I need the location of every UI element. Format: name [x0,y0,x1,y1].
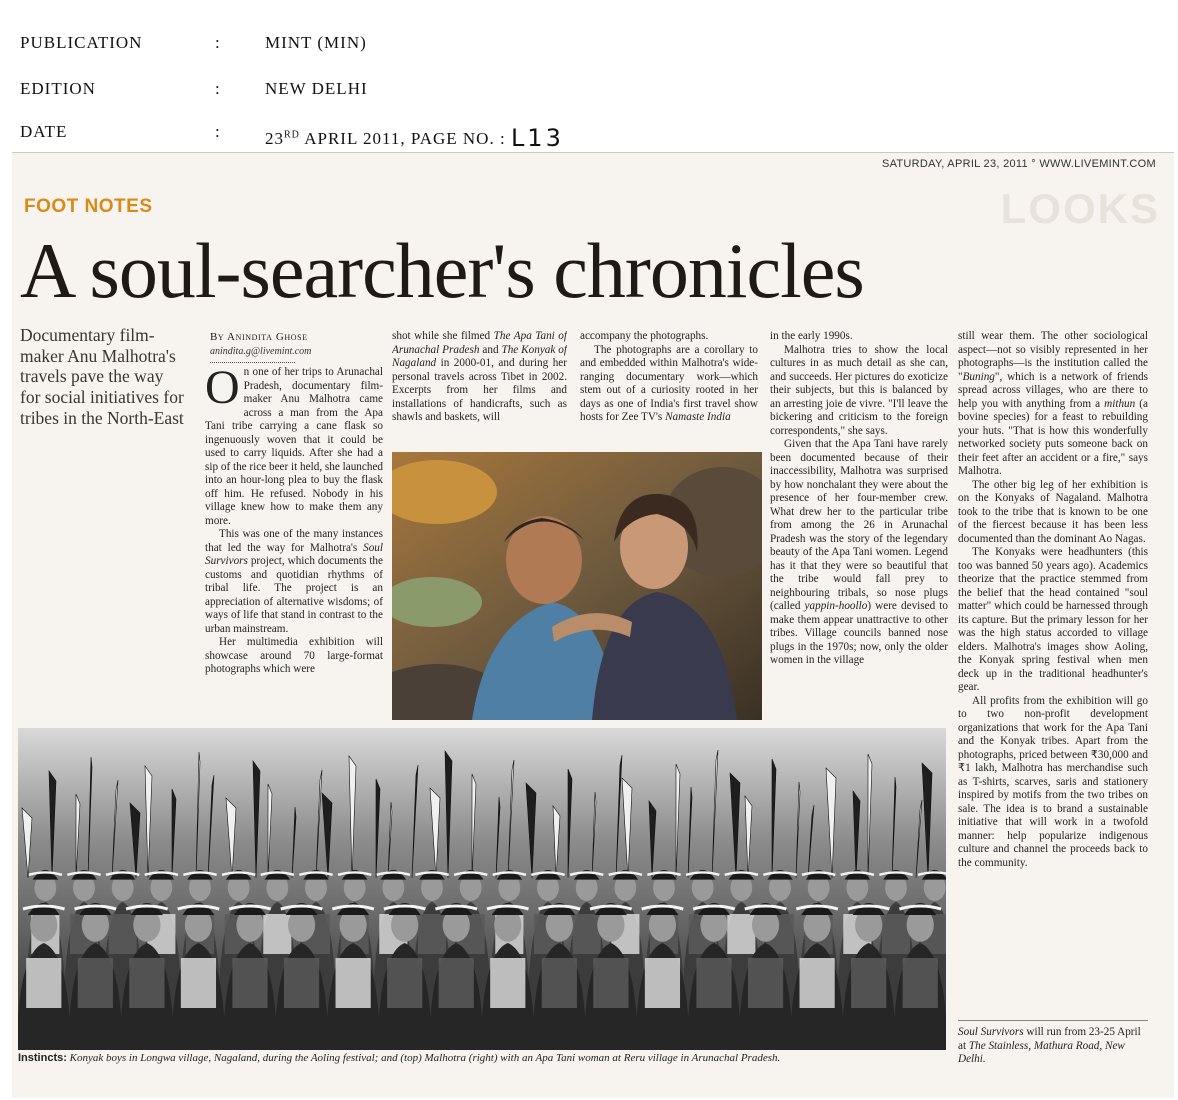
article-column-1 [205,366,383,721]
col5-para-4: All profits from the exhibition will go to two non-profit development organizations that work for the Apa Tani and the Konyak tribes. Apart from the photographs, priced between ₹30,000 and ₹1 lakh, Malhotra has merchandise such as T-shirts, scarves, saris and stationery inspired by motifs from the two tribes on sale. The idea is to brand a sustainable initiative that will work in a twofold manner: help popularize indigenous culture and channel the proceeds back to the community. [958,694,1148,869]
col4-para-2: Malhotra tries to show the local cultures in as much detail as she can, and succeeds. Her pictures do exoticize their subjects, but this is balanced by an arresting joie de vivre. "I'll leave the bickering and criticism to the foreign correspondents," she says. [770,343,948,437]
col1-para-1: n one of her trips to Arunachal Pradesh, documentary film-maker Anu Malhotra came across a man from the Apa Tani tribe carrying a cane flask so ingenuously woven that it could be used to carry liquids. After she had a sip of the rice beer it held, she launched into an hour-long plea to buy the flask off him. He refused. Nobody in his village knew how to make them any more. [205,366,383,527]
headline: A soul-searcher's chronicles [20,227,864,314]
col2-text-2: and [479,343,502,356]
footnote-text: will run from 23-25 April at [958,1026,1141,1052]
photo-konyak-boys [18,728,946,1050]
publication-label: PUBLICATION [20,33,143,52]
edition-value: NEW DELHI [265,79,368,98]
caption-text: Konyak boys in Longwa village, Nagaland, during the Aoling festival; and (top) Malhotra (right) with an Apa Tani woman at Reru village in Arunachal Pradesh. [66,1052,781,1064]
col1-para-2-a: This was one of the many instances that led the way for Malhotra's [205,528,383,554]
article-column-4 [770,330,948,720]
dateline: SATURDAY, APRIL 23, 2011 ° WWW.LIVEMINT.COM [881,158,1156,170]
article-column-2 [392,330,567,448]
section-kicker: FOOT NOTES [24,196,153,217]
standfirst: Documentary film-maker Anu Malhotra's travels pave the way for social initiatives for tribes in the North-East [20,325,184,428]
col5-para-1-a: still wear them. The other sociological aspect—not so visibly represented in her photographs—is the institution called the " [958,330,1148,383]
col4-para-1: in the early 1990s. [770,330,853,342]
photo-caption [18,1052,948,1064]
col3-para-1: accompany the photographs. [580,330,709,342]
date-label: DATE [20,122,68,141]
date-colon: : [215,122,221,141]
publication-value: MINT (MIN) [265,33,367,52]
show-through-heading: LOOKS [1000,185,1160,232]
date-ordinal: RD [284,129,300,141]
col1-para-2-title: Soul Survivors [205,541,383,567]
col2-film-title-1: The Apa Tani of Arunachal Pradesh [392,330,567,356]
caption-label: Instincts: [18,1052,67,1064]
footnote-venue: The Stainless, Mathura Road, New Delhi. [958,1039,1125,1065]
author-email: anindita.g@livemint.com [210,346,312,357]
col5-para-1-c: (a bovine species) for a feast to rebuilding your huts. "That is how this wonderfully networked society puts someone back on their feet after an accident or a fire," says Malhotra. [958,397,1148,477]
col5-term-mithun: mithun [1104,397,1136,410]
photo-malhotra-apa-tani-woman-image [392,452,762,720]
publication-colon: : [215,33,221,52]
col2-film-title-2: The Konyak of Nagaland [392,343,567,369]
photo-malhotra-apa-tani-woman [392,452,762,720]
col1-para-3: Her multimedia exhibition will showcase around 70 large-format photographs which were [205,636,383,675]
edition-label: EDITION [20,79,96,98]
col1-para-2-b: project, which documents the customs and quotidian rhythms of tribal life. The project is an appreciation of alternative wisdoms; of ways of life that stand in contrast to the urban mainstream. [205,555,383,635]
article-column-5 [958,330,1148,1010]
exhibition-footnote [958,1026,1148,1067]
col2-text-1: shot while she filmed [392,330,494,342]
col2-text-3: in 2000-01, and during her personal travels across Tibet in 2002. Excerpts from her films and installations of handicrafts, such as shawls and baskets, will [392,357,567,423]
col3-show-title: Namaste India [665,411,731,423]
article-column-3 [580,330,758,448]
date-rest: APRIL 2011, PAGE NO. : [304,129,506,148]
col4-para-3-a: Given that the Apa Tani have rarely been documented because of their inaccessibility, Malhotra was surprised by how nonchalant they were about the presence of her four-member crew. What drew her to the particular tribe from among the 26 in Arunachal Pradesh was the story of the legendary beauty of the Apa Tani women. Legend has it that they were so beautiful that the tribe would fall prey to neighbouring tribals, so nose plugs (called [770,438,948,612]
col5-para-1-b: ", which is a network of friends spread across villages, who are there to help you with anything from a [958,370,1148,410]
byline: By Anindita Ghose [210,331,308,343]
photo-konyak-boys-image [18,728,946,1050]
date-day: 23 [265,129,284,148]
footnote-divider [958,1020,1148,1021]
page-number-handwritten: L13 [510,124,564,152]
byline-rule [210,362,295,363]
drop-cap: O [205,366,240,414]
edition-colon: : [215,79,221,98]
col3-para-2: The photographs are a corollary to and embedded within Malhotra's wide-ranging documentary work—which stem out of a curiosity rooted in her days as one of India's first travel show hosts for Zee TV's [580,343,758,423]
footnote-title: Soul Survivors [958,1026,1024,1038]
col5-para-3: The Konyaks were headhunters (this too was banned 50 years ago). Academics theorize that the practice stemmed from the belief that the head contained "soul matter" which could be harnessed through its capture. But the primary lesson for her was the high status accorded to village elders. Malhotra's images show Aoling, the Konyak spring festival when men deck up in the traditional headhunter's gear. [958,546,1148,693]
col4-term-nose-plug: yappin-hoollo [804,600,868,612]
date-value [265,122,564,150]
col4-para-3-b: ) were devised to make them appear unattractive to other tribes. Village councils banned nose plugs in the 1970s; now, only the older women in the village [770,600,948,666]
col5-para-2: The other big leg of her exhibition is on the Konyaks of Nagaland. Malhotra took to the tribe that is known to be one of the fiercest because it has been less documented than the dominant Ao Nagas. [958,478,1148,545]
col5-term-buning: Buning [962,370,995,383]
